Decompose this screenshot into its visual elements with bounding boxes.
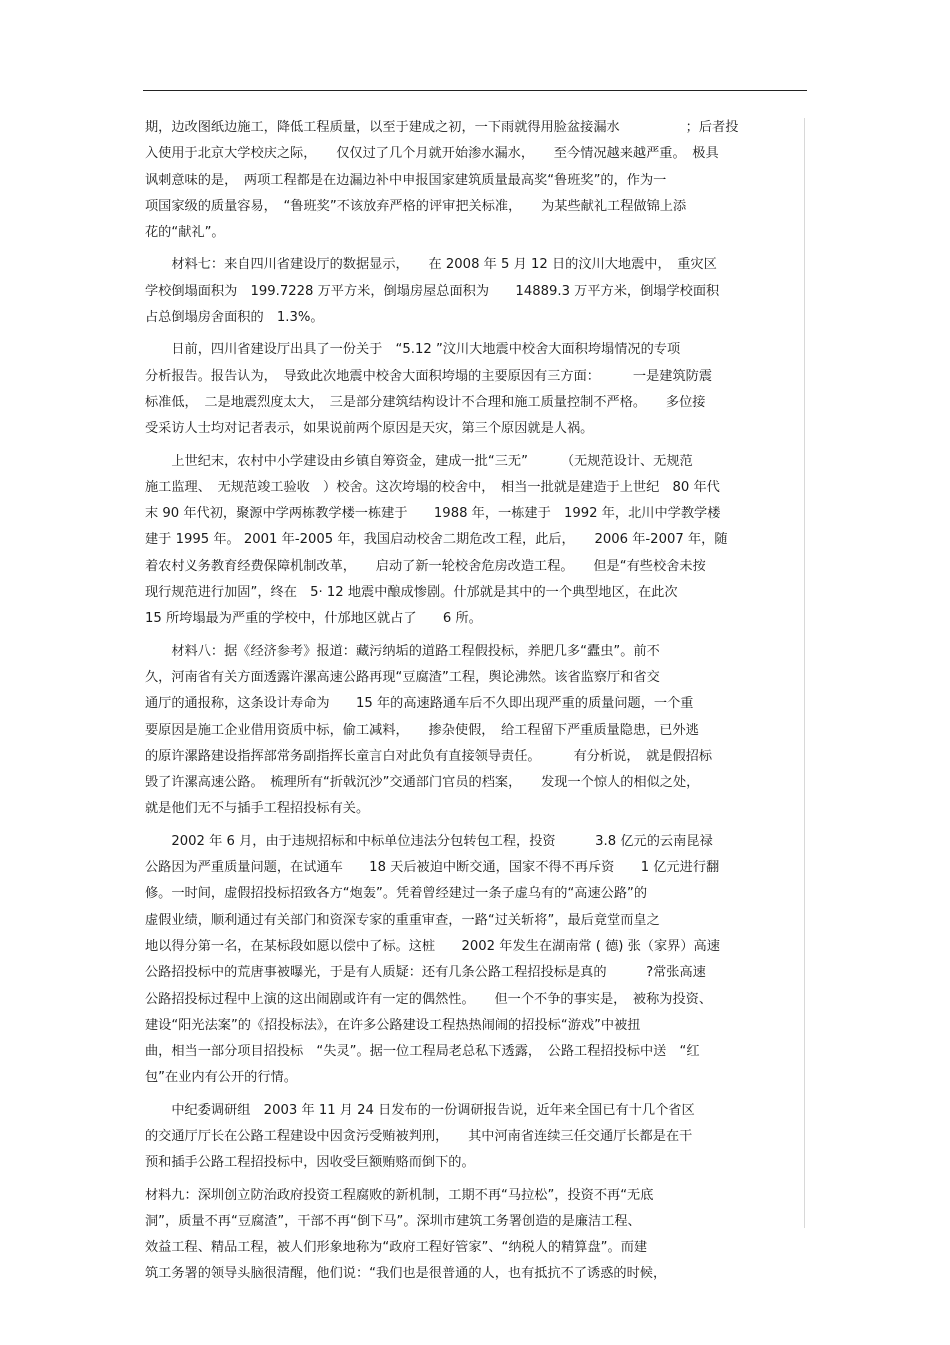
text-line: 的原许漯路建设指挥部常务副指挥长童言白对此负有直接领导责任。 有分析说， 就是假招标 <box>145 748 713 764</box>
paragraph <box>145 1098 803 1177</box>
text-line: 公路招投标过程中上演的这出闹剧或许有一定的偶然性。 但一个不争的事实是， 被称为投资、 <box>145 991 713 1007</box>
header-rule <box>143 90 807 91</box>
text-margin-line <box>804 118 805 1228</box>
text-line: 要原因是施工企业借用资质中标，偷工减料， 掺杂使假， 给工程留下严重质量隐患，已外逃 <box>145 722 699 738</box>
text-line: 受采访人士均对记者表示，如果说前两个原因是天灾，第三个原因就是人祸。 <box>145 421 594 437</box>
text-line: 2002 年 6 月，由于违规招标和中标单位违法分包转包工程，投资 3.8 亿元的云南昆禄 <box>145 833 713 849</box>
paragraph <box>145 337 803 442</box>
text-line: 标准低， 二是地震烈度太大， 三是部分建筑结构设计不合理和施工质量控制不严格。 多位接 <box>145 394 706 410</box>
text-line: 项国家级的质量容易， “鲁班奖”不该放弃严格的评审把关标准， 为某些献礼工程做锦上添 <box>145 198 687 214</box>
text-line: 材料八：据《经济参考》报道：藏污纳垢的道路工程假投标，养肥几多“蠹虫”。前不 <box>145 643 660 659</box>
text-line: 久，河南省有关方面透露许漯高速公路再现“豆腐渣”工程，舆论沸然。该省监察厅和省交 <box>145 669 660 685</box>
text-line: 期，边改图纸边施工，降低工程质量，以至于建成之初，一下雨就得用脸盆接漏水 ；后者投 <box>145 120 739 135</box>
paragraph <box>145 639 803 823</box>
text-line: 预和插手公路工程招投标中，因收受巨额贿赂而倒下的。 <box>145 1155 475 1171</box>
text-line: 就是他们无不与插手工程招投标有关。 <box>145 801 370 817</box>
text-line: 材料九：深圳创立防治政府投资工程腐败的新机制，工期不再“马拉松”，投资不再“无底 <box>145 1187 654 1203</box>
text-line: 日前，四川省建设厅出具了一份关于 “5.12 ”汶川大地震中校舍大面积垮塌情况的专项 <box>145 342 681 358</box>
text-line: 着农村义务教育经费保障机制改革， 启动了新一轮校舍危房改造工程。 但是“有些校舍未按 <box>145 558 706 574</box>
text-line: 现行规范进行加固”，终在 5· 12 地震中酿成惨剧。什邡就是其中的一个典型地区，在此次 <box>145 585 678 601</box>
text-line: 花的“献礼”。 <box>145 225 225 241</box>
text-line: 毁了许漯高速公路。 梳理所有“折戟沉沙”交通部门官员的档案， 发现一个惊人的相似之处， <box>145 775 700 791</box>
text-line: 分析报告。报告认为， 导致此次地震中校舍大面积垮塌的主要原因有三方面： 一是建筑防震 <box>145 368 713 384</box>
paragraph <box>145 829 803 1092</box>
text-line: 的交通厅厅长在公路工程建设中因贪污受贿被判刑， 其中河南省连续三任交通厅长都是在干 <box>145 1128 693 1144</box>
text-line: 效益工程、精品工程，被人们形象地称为“政府工程好管家”、“纳税人的精算盘”。而建 <box>145 1240 648 1256</box>
text-line: 施工监理、 无规范竣工验收 ）校舍。这次垮塌的校舍中， 相当一批就是建造于上世纪 80 年代 <box>145 479 720 495</box>
text-line: 占总倒塌房舍面积的 1.3%。 <box>145 310 324 326</box>
text-line: 地以得分第一名，在某标段如愿以偿中了标。这桩 2002 年发生在湖南常 ( 德) 张（家界）高速 <box>145 938 720 954</box>
text-line: 虚假业绩，顺利通过有关部门和资深专家的重重审查，一路“过关斩将”，最后竟堂而皇之 <box>145 912 660 928</box>
text-line: 上世纪末，农村中小学建设由乡镇自筹资金，建成一批“三无” （无规范设计、无规范 <box>145 453 693 469</box>
body-text <box>145 115 803 1288</box>
text-line: 筑工务署的领导头脑很清醒，他们说：“我们也是很普通的人，也有抵抗不了诱惑的时候， <box>145 1266 667 1282</box>
text-line: 材料七：来自四川省建设厅的数据显示， 在 2008 年 5 月 12 日的汶川大地震中， 重灾区 <box>145 257 717 273</box>
text-line: 包”在业内有公开的行情。 <box>145 1070 297 1086</box>
text-line: 中纪委调研组 2003 年 11 月 24 日发布的一份调研报告说，近年来全国已有十几个省区 <box>145 1102 695 1118</box>
paragraph <box>145 1183 803 1288</box>
text-line: 学校倒塌面积为 199.7228 万平方米，倒塌房屋总面积为 14889.3 万平方米，倒塌学校面积 <box>145 283 720 299</box>
text-line: 讽刺意味的是， 两项工程都是在边漏边补中申报国家建筑质量最高奖“鲁班奖”的，作为一 <box>145 172 667 188</box>
text-line: 公路招投标中的荒唐事被曝光，于是有人质疑：还有几条公路工程招投标是真的 ?常张高速 <box>145 965 706 981</box>
paragraph <box>145 449 803 633</box>
text-line: 公路因为严重质量问题，在试通车 18 天后被迫中断交通，国家不得不再斥资 1 亿元进行翻 <box>145 860 720 876</box>
text-line: 曲，相当一部分项目招投标 “失灵”。据一位工程局老总私下透露， 公路工程招投标中送 “红 <box>145 1044 700 1060</box>
text-line: 15 所垮塌最为严重的学校中，什邡地区就占了 6 所。 <box>145 611 482 627</box>
text-line: 通厅的通报称，这条设计寿命为 15 年的高速路通车后不久即出现严重的质量问题，一个重 <box>145 696 694 712</box>
paragraph <box>145 115 803 246</box>
text-line: 建于 1995 年。 2001 年-2005 年，我国启动校舍二期危改工程，此后， 2006 年-2007 年，随 <box>145 532 728 548</box>
text-line: 末 90 年代初，聚源中学两栋教学楼一栋建于 1988 年，一栋建于 1992 年，北川中学教学楼 <box>145 506 721 522</box>
text-line: 洞”，质量不再“豆腐渣”，干部不再“倒下马”。深圳市建筑工务署创造的是廉洁工程、 <box>145 1213 641 1229</box>
text-line: 修。一时间，虚假招投标招致各方“炮轰”。凭着曾经建过一条子虚乌有的“高速公路”的 <box>145 886 648 902</box>
text-line: 建设“阳光法案”的《招投标法》，在许多公路建设工程热热闹闹的招投标“游戏”中被扭 <box>145 1017 641 1033</box>
paragraph <box>145 252 803 331</box>
text-line: 入使用于北京大学校庆之际， 仅仅过了几个月就开始渗水漏水， 至今情况越来越严重。 极具 <box>145 146 719 162</box>
